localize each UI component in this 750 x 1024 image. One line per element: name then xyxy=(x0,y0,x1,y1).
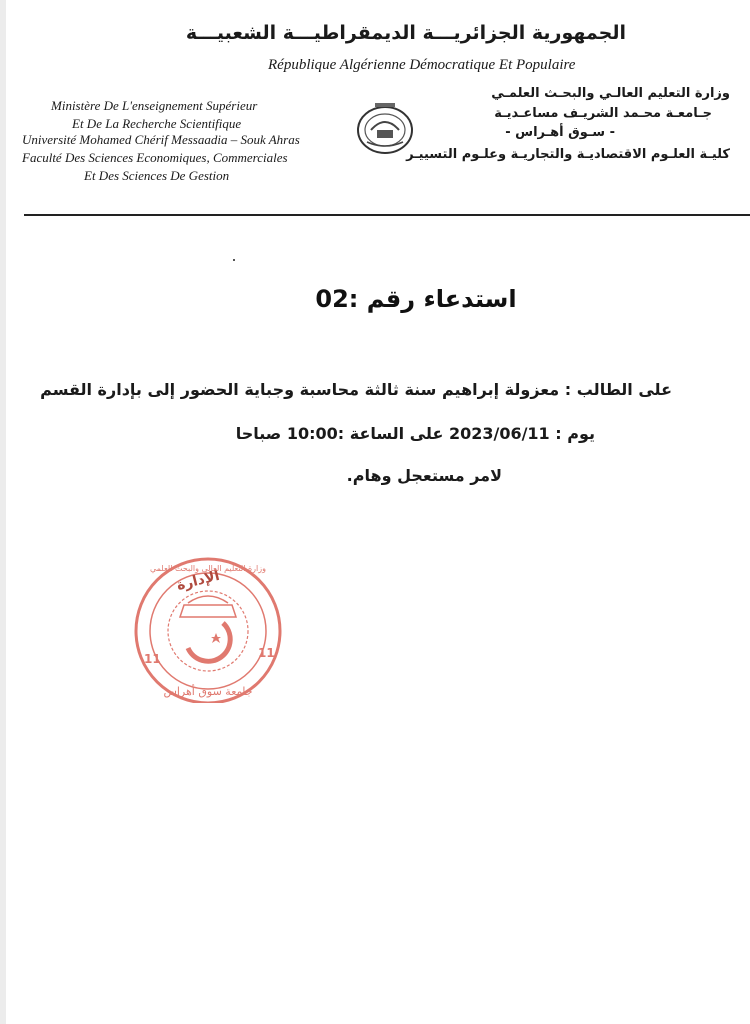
republic-title-arabic: الجمهورية الجزائريـــة الديمقراطيـــة الشعبيـــة xyxy=(185,22,626,44)
ministry-line-french-2: Et De La Recherche Scientifique xyxy=(72,116,242,131)
stamp-bottom-text: جامعة سوق أهراس xyxy=(163,685,253,698)
stamp-ring-text: وزارة التعليم العالي والبحث العلمي xyxy=(150,564,266,573)
university-logo-icon xyxy=(353,100,417,156)
republic-title-french: République Algérienne Démocratique Et Populaire xyxy=(268,57,576,73)
page-speck xyxy=(233,259,235,261)
faculty-line-french-1: Faculté Des Sciences Economiques, Commerciales xyxy=(22,150,288,165)
header-divider xyxy=(24,214,750,216)
student-line: على الطالب : معزولة إبراهيم سنة ثالثة محاسبة وجباية الحضور إلى بإدارة القسم xyxy=(40,380,672,399)
stamp-number-left: 11 xyxy=(144,652,161,666)
administration-stamp xyxy=(128,553,288,703)
urgent-note: لامر مستعجل وهام. xyxy=(346,466,502,485)
university-line-arabic: جـامعـة محـمد الشريـف مساعـديـة xyxy=(494,106,712,121)
ministry-line-arabic: وزارة التعليم العالـي والبحـث العلمـي xyxy=(491,86,730,101)
ministry-line-french-1: Ministère De L'enseignement Supérieur xyxy=(51,98,258,113)
date-time-line: يوم : 2023/06/11 على الساعة :10:00 صباحا xyxy=(235,424,595,443)
faculty-line-arabic: كليـة العلـوم الاقتصاديـة والتجاريـة وعلـوم التسييـر xyxy=(406,147,730,162)
faculty-line-french-2: Et Des Sciences De Gestion xyxy=(84,168,230,183)
stamp-number-right: 11 xyxy=(258,646,275,660)
university-line-french: Université Mohamed Chérif Messaadia – Souk Ahras xyxy=(22,132,300,147)
city-line-arabic: - سـوق أهـراس - xyxy=(505,125,615,140)
stamp-label: الإدارة xyxy=(175,567,222,594)
document-page xyxy=(6,0,750,1024)
summons-title: استدعاء رقم :02 xyxy=(315,285,517,313)
